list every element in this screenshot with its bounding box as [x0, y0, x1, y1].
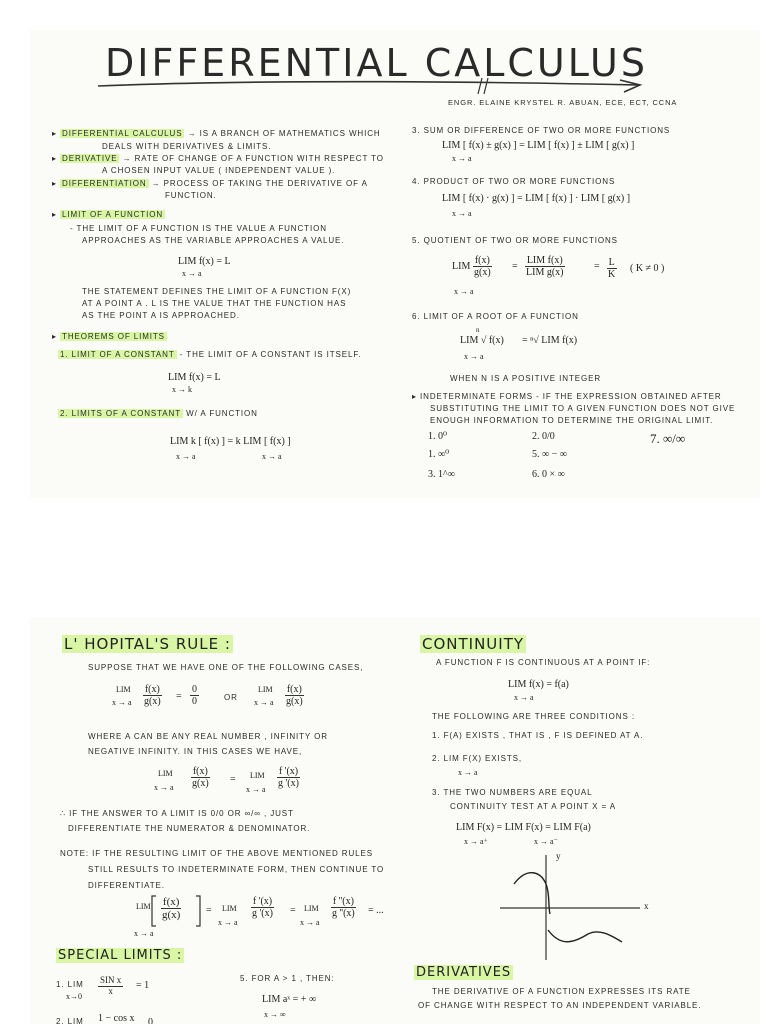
lhopital-rule-rhs: $\frac{f '(x)}{g '(x)}$ — [278, 766, 299, 789]
lhopital-ellipsis: = ... — [368, 905, 384, 916]
indeterminate-text-2: SUBSTITUTING THE LIMIT TO A GIVEN FUNCTION DOES NOT GIVE — [430, 404, 736, 413]
condition-2-sub: x → a — [458, 768, 478, 777]
limit-text-1: - THE LIMIT OF A FUNCTION IS THE VALUE A FUNCTION — [70, 224, 327, 233]
theorem-2-subscript-2: x → a — [262, 452, 282, 461]
derivatives-line-1: THE DERIVATIVE OF A FUNCTION EXPRESSES ITS RATE — [432, 987, 691, 996]
lhopital-line-1: SUPPOSE THAT WE HAVE ONE OF THE FOLLOWING CASES, — [88, 663, 364, 672]
lhopital-therefore-2: DIFFERENTIATE THE NUMERATOR & DENOMINATOR. — [68, 824, 311, 833]
lhopital-note-3: DIFFERENTIATE. — [88, 881, 165, 890]
condition-3-sub-2: x → a⁻ — [534, 837, 558, 846]
theorem-5-rhs-fraction: LIM f(x) LIM g(x) — [526, 255, 564, 278]
lhopital-case-2: $\frac{f(x)}{g(x)}$ — [286, 684, 303, 707]
lhopital-sub-2: x → a — [254, 698, 274, 707]
lhopital-note-2: STILL RESULTS TO INDETERMINATE FORM, THEN CONTINUE TO — [88, 865, 385, 874]
condition-1: 1. F(A) EXISTS , THAT IS , F IS DEFINED AT A. — [432, 731, 644, 740]
theorem-4-expression: LIM [ f(x) · g(x) ] = LIM [ f(x) ] · LIM [ g(x) ] — [442, 193, 631, 204]
condition-3a: 3. THE TWO NUMBERS ARE EQUAL — [432, 788, 593, 797]
lhopital-case-1-eq: = — [176, 691, 182, 702]
form-5: 5. ∞ − ∞ — [532, 449, 567, 460]
special-1-fraction: SIN x x — [100, 975, 122, 996]
condition-3-expression: LIM F(x) = LIM F(x) = LIM F(a) — [456, 822, 591, 833]
lhopital-lim-2: LIM — [258, 685, 273, 694]
curve-right — [548, 930, 622, 942]
lhopital-lim-5: LIM — [136, 902, 151, 911]
lhopital-rep-2: $\frac{f '(x)}{g '(x)}$ — [252, 896, 273, 919]
statement-1: THE STATEMENT DEFINES THE LIMIT OF A FUNCTION F(X) — [82, 287, 352, 296]
theorem-5-lim: LIM — [452, 261, 471, 272]
limit-text-2: APPROACHES AS THE VARIABLE APPROACHES A VALUE. — [82, 236, 345, 245]
lhopital-rep-eq-1: = — [206, 905, 212, 916]
special-5-sub: x → ∞ — [264, 1010, 286, 1019]
lhopital-sub-6: x → a — [218, 918, 238, 927]
special-5-expression: LIM aˣ = + ∞ — [262, 994, 317, 1005]
def-differential-calculus-cont: DEALS WITH DERIVATIVES & LIMITS. — [102, 142, 272, 151]
condition-3-sub-1: x → a⁺ — [464, 837, 488, 846]
lhopital-rule-eq: = — [230, 774, 236, 785]
special-2-label: 2. LIM — [56, 1017, 84, 1024]
theorem-5-lhs-fraction: $\frac{f(x)}{g(x)}$ — [474, 255, 491, 278]
theorem-3-expression: LIM [ f(x) ± g(x) ] = LIM [ f(x) ] ± LIM [ g(x) ] — [442, 140, 635, 151]
theorem-6-subscript: x → a — [464, 352, 484, 361]
def-differentiation-cont: FUNCTION. — [165, 191, 217, 200]
theorem-6-label: 6. LIMIT OF A ROOT OF A FUNCTION — [412, 312, 579, 321]
theorem-4-subscript: x → a — [452, 209, 472, 218]
condition-3b: CONTINUITY TEST AT A POINT X = A — [450, 802, 616, 811]
continuity-expression: LIM f(x) = f(a) — [508, 679, 569, 690]
limit-heading: ▸ LIMIT OF A FUNCTION — [52, 210, 164, 219]
continuity-subscript: x → a — [514, 693, 534, 702]
theorem-2-subscript-1: x → a — [176, 452, 196, 461]
lhopital-note-1: NOTE: IF THE RESULTING LIMIT OF THE ABOVE MENTIONED RULES — [60, 849, 373, 858]
y-axis-label: y — [556, 851, 561, 861]
special-1-sub: x→0 — [66, 992, 82, 1001]
special-2-value: 0 — [148, 1017, 153, 1024]
page-title: DIFFERENTIAL CALCULUS — [105, 41, 648, 85]
theorem-5-equals-2: = — [594, 261, 600, 272]
special-1-value: = 1 — [136, 980, 150, 991]
lhopital-lim-6: LIM — [222, 904, 237, 913]
theorem-2-expression: LIM k [ f(x) ] = k LIM [ f(x) ] — [170, 436, 291, 447]
lhopital-sub-4: x → a — [246, 785, 266, 794]
theorem-6-lhs: LIM √ f(x) — [460, 335, 504, 346]
theorem-5-equals: = — [512, 261, 518, 272]
special-limits-heading: SPECIAL LIMITS : — [58, 948, 183, 963]
special-5-label: 5. FOR A > 1 , THEN: — [240, 974, 335, 983]
author-line: ENGR. ELAINE KRYSTEL R. ABUAN, ECE, ECT, CCNA — [448, 98, 678, 107]
indeterminate-text-3: ENOUGH INFORMATION TO DETERMINE THE ORIGINAL LIMIT. — [430, 416, 714, 425]
lhopital-lim-7: LIM — [304, 904, 319, 913]
limit-expression: LIM f(x) = L — [178, 256, 231, 267]
theorem-3-subscript: x → a — [452, 154, 472, 163]
def-derivative: ▸ DERIVATIVE → RATE OF CHANGE OF A FUNCTION WITH RESPECT TO — [52, 154, 384, 163]
lhopital-lim-4: LIM — [250, 771, 265, 780]
term-differentiation: DIFFERENTIATION — [62, 179, 147, 188]
statement-3: AS THE POINT A IS APPROACHED. — [82, 311, 240, 320]
def-differential-calculus: ▸ DIFFERENTIAL CALCULUS → IS A BRANCH OF MATHEMATICS WHICH — [52, 129, 381, 138]
condition-2: 2. LIM F(X) EXISTS, — [432, 754, 523, 763]
indeterminate-forms: ▸ INDETERMINATE FORMS - IF THE EXPRESSION OBTAINED AFTER — [412, 392, 722, 401]
lhopital-rep-1: $\frac{f(x)}{g(x)}$ — [162, 896, 181, 922]
theorem-5-label: 5. QUOTIENT OF TWO OR MORE FUNCTIONS — [412, 236, 618, 245]
form-2: 2. 0/0 — [532, 431, 555, 442]
lhopital-therefore-1: ∴ IF THE ANSWER TO A LIMIT IS 0/0 OR ∞/∞ , JUST — [60, 809, 294, 818]
lhopital-or: OR — [224, 693, 238, 702]
lhopital-rule-lhs: $\frac{f(x)}{g(x)}$ — [192, 766, 209, 789]
lhopital-lim-3: LIM — [158, 769, 173, 778]
lhopital-sub-3: x → a — [154, 783, 174, 792]
derivatives-heading: DERIVATIVES — [416, 965, 512, 980]
form-6: 6. 0 × ∞ — [532, 469, 565, 480]
lhopital-sub-5: x → a — [134, 929, 154, 938]
special-1-label: 1. LIM — [56, 980, 84, 989]
theorem-6-rhs: = ⁿ√ LIM f(x) — [522, 335, 578, 346]
theorem-5-LK-fraction: $\frac{L}{K}$ — [608, 257, 616, 280]
theorem-5-condition: ( K ≠ 0 ) — [630, 263, 665, 274]
lhopital-case-1-rhs: $\frac{0}{0}$ — [192, 684, 197, 707]
derivatives-line-2: OF CHANGE WITH RESPECT TO AN INDEPENDENT VARIABLE. — [418, 1001, 702, 1010]
lhopital-heading: L' HOPITAL'S RULE : — [64, 635, 231, 653]
def-differentiation: ▸ DIFFERENTIATION → PROCESS OF TAKING THE DERIVATIVE OF A — [52, 179, 368, 188]
lhopital-rep-eq-2: = — [290, 905, 296, 916]
def-derivative-cont: A CHOSEN INPUT VALUE ( INDEPENDENT VALUE ). — [102, 166, 336, 175]
theorem-3-label: 3. SUM OR DIFFERENCE OF TWO OR MORE FUNCTIONS — [412, 126, 671, 135]
lhopital-case-1-lhs: $\frac{f(x)}{g(x)}$ — [144, 684, 161, 707]
lhopital-line-2: WHERE A CAN BE ANY REAL NUMBER , INFINITY OR — [88, 732, 328, 741]
statement-2: AT A POINT A . L IS THE VALUE THAT THE FUNCTION HAS — [82, 299, 347, 308]
continuity-line-2: THE FOLLOWING ARE THREE CONDITIONS : — [432, 712, 635, 721]
theorem-1: 1. LIMIT OF A CONSTANT - THE LIMIT OF A CONSTANT IS ITSELF. — [60, 350, 362, 359]
form-1: 1. 0⁰ — [428, 431, 448, 442]
form-4: 1. ∞⁰ — [428, 449, 450, 460]
form-3: 3. 1^∞ — [428, 469, 455, 480]
lhopital-sub-1: x → a — [112, 698, 132, 707]
theorem-1-subscript: x → k — [172, 385, 192, 394]
special-2-numerator: 1 − cos x — [98, 1013, 135, 1024]
lhopital-rep-3: $\frac{f ''(x)}{g ''(x)}$ — [332, 896, 355, 919]
lhopital-line-3: NEGATIVE INFINITY. IN THIS CASES WE HAVE, — [88, 747, 303, 756]
form-7: 7. ∞/∞ — [650, 431, 686, 446]
theorem-1-expression: LIM f(x) = L — [168, 372, 221, 383]
theorem-4-label: 4. PRODUCT OF TWO OR MORE FUNCTIONS — [412, 177, 616, 186]
theorem-6-index: n — [476, 326, 480, 334]
theorem-2: 2. LIMITS OF A CONSTANT W/ A FUNCTION — [60, 409, 258, 418]
continuity-heading: CONTINUITY — [422, 635, 525, 653]
term-derivative: DERIVATIVE — [62, 154, 118, 163]
lhopital-lim-1: LIM — [116, 685, 131, 694]
x-axis-label: x — [644, 901, 649, 911]
continuity-line-1: A FUNCTION F IS CONTINUOUS AT A POINT IF: — [436, 658, 651, 667]
theorems-heading: ▸ THEOREMS OF LIMITS — [52, 332, 165, 341]
term-differential-calculus: DIFFERENTIAL CALCULUS — [62, 129, 183, 138]
theorem-5-subscript: x → a — [454, 287, 474, 296]
lhopital-sub-7: x → a — [300, 918, 320, 927]
limit-subscript: x → a — [182, 269, 202, 278]
theorem-6-note: WHEN N IS A POSITIVE INTEGER — [450, 374, 602, 383]
